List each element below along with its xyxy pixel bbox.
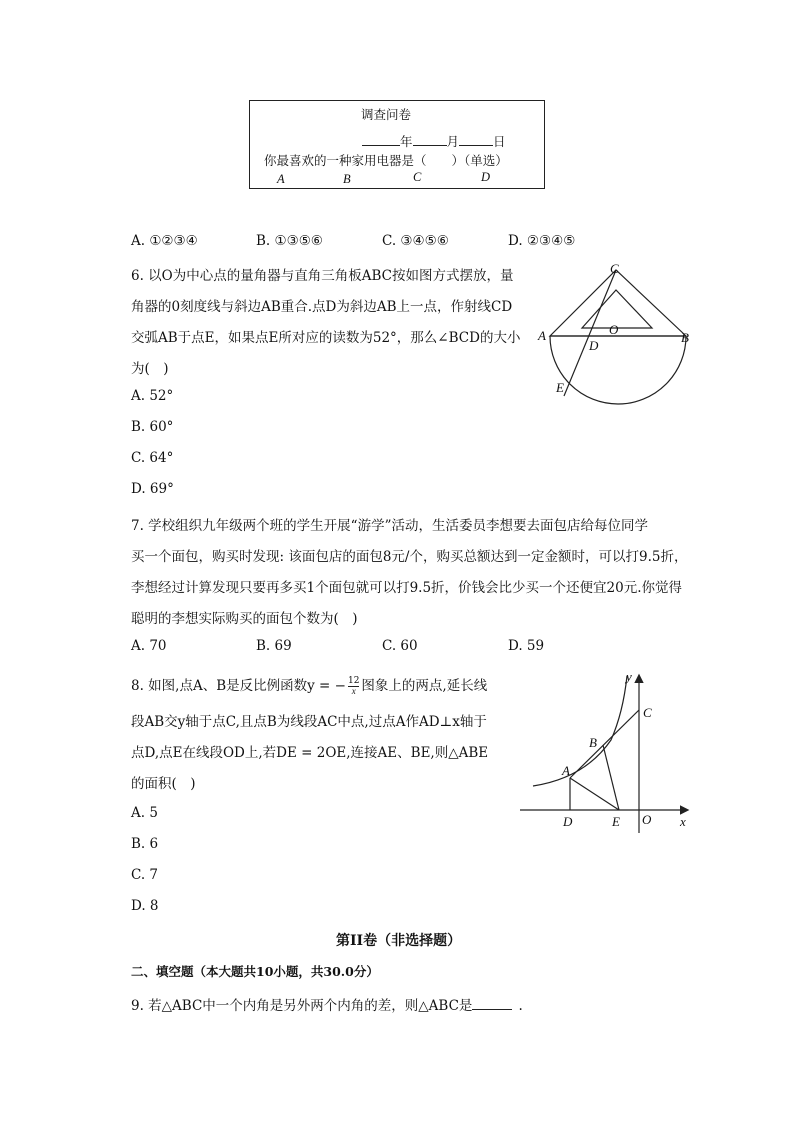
label-c: C: [643, 705, 652, 720]
q5-option-a: A. ①②③④: [131, 233, 198, 249]
survey-option-a: A: [277, 172, 285, 186]
q5-option-c: C. ③④⑤⑥: [382, 233, 449, 249]
q7-option-b: B. 69: [256, 638, 292, 654]
q7-option-d: D. 59: [508, 638, 545, 654]
q8-option-d: D. 8: [131, 898, 159, 914]
q6-option-b: B. 60°: [131, 419, 174, 435]
q9-text: 9. 若△ABC中一个内角是另外两个内角的差，则△ABC是 .: [131, 998, 523, 1014]
line-ac: [570, 710, 639, 778]
survey-title: 调查问卷: [361, 107, 412, 122]
q6-line-4: 为( ): [131, 361, 169, 377]
q8-figure: [515, 668, 695, 838]
label-e: E: [556, 380, 564, 395]
label-y: y: [626, 669, 632, 684]
label-d: D: [589, 338, 599, 353]
survey-option-d: D: [481, 170, 491, 184]
q6-line-1: 6. 以O为中心点的量角器与直角三角板ABC按如图方式摆放，量: [131, 268, 514, 284]
q7-option-c: C. 60: [382, 638, 418, 654]
survey-option-c: C: [413, 170, 422, 184]
q7-line-4: 聪明的李想实际购买的面包个数为( ): [131, 611, 358, 627]
label-b: B: [681, 330, 689, 345]
q8-line-3: 点D,点E在线段OD上,若DE = 2OE,连接AE、BE,则△ABE: [131, 745, 489, 761]
q6-figure: [530, 258, 700, 406]
q8-line-2: 段AB交y轴于点C,且点B为线段AC中点,过点A作AD⊥x轴于: [131, 714, 487, 730]
q8-line-4: 的面积( ): [131, 776, 196, 792]
q7-option-a: A. 70: [131, 638, 167, 654]
q6-option-d: D. 69°: [131, 481, 174, 497]
survey-box: [249, 100, 545, 189]
q7-line-3: 李想经过计算发现只要再多买1个面包就可以打9.5折，价钱会比少买一个还便宜20元.你觉得: [131, 580, 683, 596]
q5-option-b: B. ①③⑤⑥: [256, 233, 323, 249]
survey-question: 你最喜欢的一种家用电器是（ ）（单选）: [264, 153, 508, 168]
survey-option-b: B: [343, 172, 351, 186]
q8-option-b: B. 6: [131, 836, 159, 852]
q6-option-a: A. 52°: [131, 388, 174, 404]
section-title: 第II卷（非选择题）: [336, 933, 462, 949]
section2-heading: 二、填空题（本大题共10小题，共30.0分）: [131, 964, 379, 979]
q7-line-1: 7. 学校组织九年级两个班的学生开展“游学”活动，生活委员李想要去面包店给每位同学: [131, 518, 648, 534]
q7-line-2: 买一个面包，购买时发现: 该面包店的面包8元/个，购买总额达到一定金额时，可以打9.5折，: [131, 549, 688, 565]
q6-line-3: 交弧AB于点E，如果点E所对应的读数为52°，那么∠BCD的大小: [131, 330, 521, 346]
survey-date: 年 月 日: [362, 132, 506, 150]
label-o: O: [642, 812, 652, 827]
q8-line-1: 8. 如图,点A、B是反比例函数y = − $\frac{12}{x}$ 图象上的两点,延长线: [131, 676, 488, 696]
q8-option-c: C. 7: [131, 867, 159, 883]
label-a: A: [538, 328, 546, 343]
segment-be: [603, 745, 619, 810]
label-d: D: [563, 814, 573, 829]
label-c: C: [610, 261, 619, 276]
hyperbola-curve: [533, 676, 627, 786]
label-e: E: [612, 814, 620, 829]
label-b: B: [589, 735, 597, 750]
label-a: A: [562, 763, 570, 778]
protractor-arc: [550, 336, 686, 404]
segment-ae: [570, 778, 619, 810]
q5-option-d: D. ②③④⑤: [508, 233, 576, 249]
q6-option-c: C. 64°: [131, 450, 174, 466]
q6-line-2: 角器的0刻度线与斜边AB重合.点D为斜边AB上一点，作射线CD: [131, 299, 513, 315]
label-x: x: [680, 814, 686, 829]
label-o: O: [609, 322, 619, 337]
q8-option-a: A. 5: [131, 805, 158, 821]
